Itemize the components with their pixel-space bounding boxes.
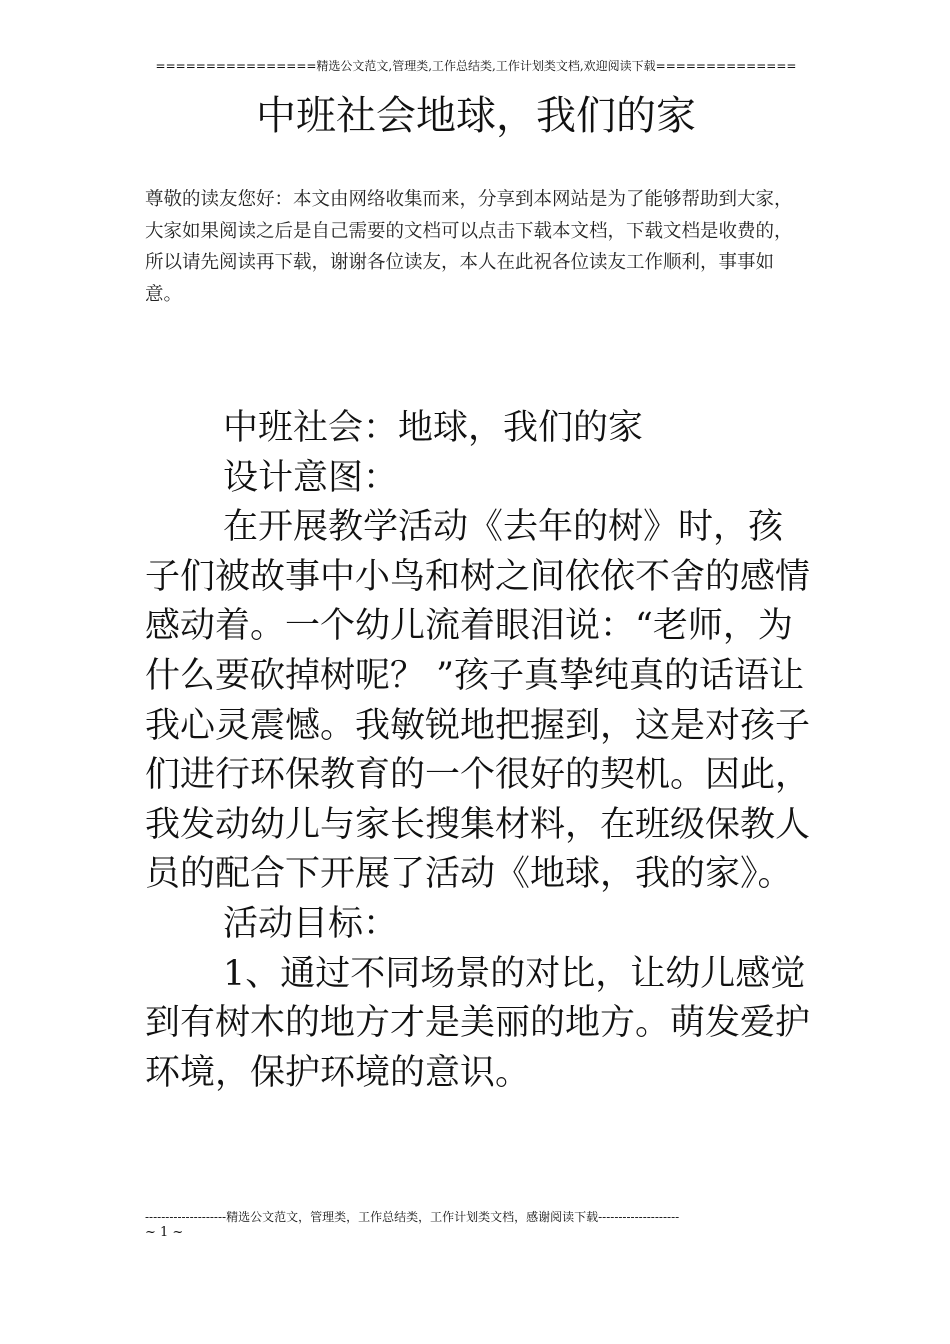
body-heading: 中班社会：地球，我们的家	[223, 408, 644, 448]
document-body	[145, 404, 815, 1098]
greeting-paragraph: 尊敬的读友您好：本文由网络收集而来，分享到本网站是为了能够帮助到大家，大家如果阅读之后是自己需要的文档可以点击下载本文档，下载文档是收费的，所以请先阅读再下载，谢谢各位读友，本人在此祝各位读友工作顺利，事事如意。	[145, 189, 793, 305]
document-title: 中班社会地球，我们的家	[256, 93, 696, 139]
footer-banner: --------------------精选公文范文，管理类，工作总结类，工作计划类文档，感谢阅读下载--------------------	[145, 1210, 680, 1224]
section-heading-objectives: 活动目标：	[223, 903, 399, 944]
header-banner: ================精选公文范文,管理类,工作总结类,工作计划类文档,欢迎阅读下载==============	[155, 59, 797, 73]
page-number: ~ 1 ~	[145, 1225, 184, 1240]
body-paragraph: 在开展教学活动《去年的树》时，孩子们被故事中小鸟和树之间依依不舍的感情感动着。一个幼儿流着眼泪说：“老师，为什么要砍掉树呢？ ”孩子真挚纯真的话语让我心灵震憾。我敏锐地把握到，这是对孩子们进行环保教育的一个很好的契机。因此，我发动幼儿与家长搜集材料，在班级保教人员的配合下开展了活动《地球，我的家》。	[145, 507, 811, 895]
section-heading-design-intent: 设计意图：	[223, 457, 399, 498]
objective-item: 1、通过不同场景的对比，让幼儿感觉到有树木的地方才是美丽的地方。萌发爱护环境，保护环境的意识。	[145, 953, 811, 1093]
